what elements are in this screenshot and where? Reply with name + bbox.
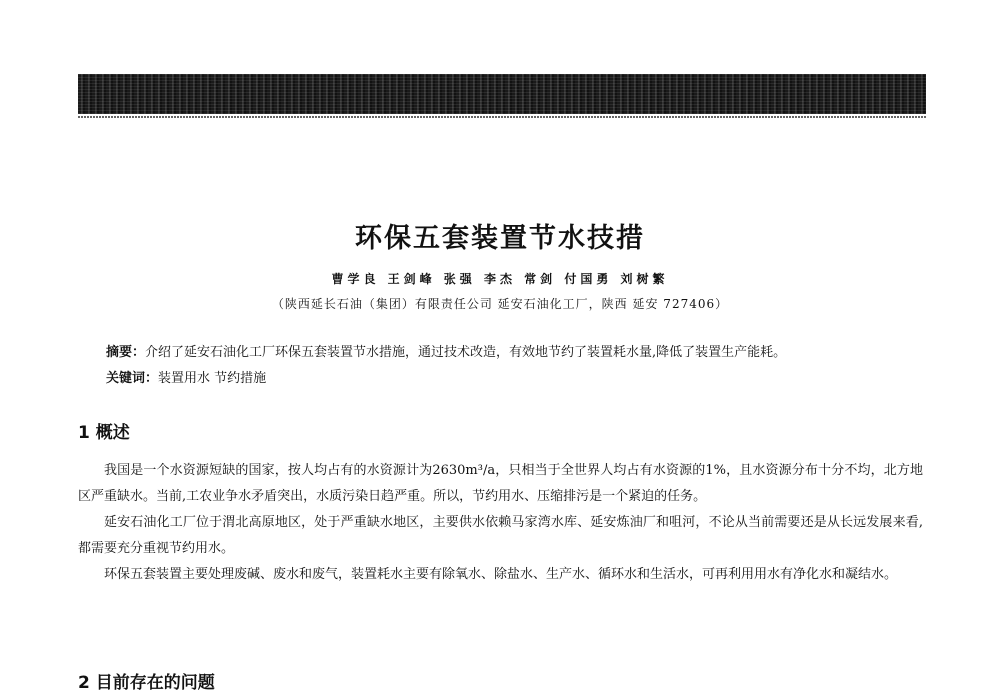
abstract-line xyxy=(106,340,936,366)
keywords-line xyxy=(106,366,936,392)
author-list: 曹学良 王剑峰 张强 李杰 常剑 付国勇 刘树繁 xyxy=(331,272,669,286)
paragraph: 延安石油化工厂位于渭北高原地区，处于严重缺水地区，主要供水依赖马家湾水库、延安炼油厂和咀河，不论从当前需要还是从长远发展来看,都需要充分重视节约用水。 xyxy=(78,515,923,556)
paper-title: 环保五套装置节水技措 xyxy=(355,223,645,254)
affiliation: （陕西延长石油（集团）有限责任公司 延安石油化工厂，陕西 延安 727406） xyxy=(271,297,729,311)
keywords-label: 关键词： xyxy=(106,371,159,386)
section-body-overview xyxy=(78,458,923,588)
abstract-block xyxy=(106,340,936,392)
abstract-label: 摘要： xyxy=(106,345,146,360)
section-heading-overview: 1 概述 xyxy=(78,423,130,443)
paragraph: 我国是一个水资源短缺的国家，按人均占有的水资源计为2630m³/a，只相当于全世界人均占有水资源的1%，且水资源分布十分不均，北方地区严重缺水。当前,工农业争水矛盾突出，水质污染日趋严重。所以，节约用水、压缩排污是一个紧迫的任务。 xyxy=(78,463,923,504)
header-rule xyxy=(78,116,926,118)
journal-header-band xyxy=(78,74,926,114)
abstract-text: 介绍了延安石油化工厂环保五套装置节水措施，通过技术改造，有效地节约了装置耗水量,降低了装置生产能耗。 xyxy=(145,345,787,360)
paragraph: 环保五套装置主要处理废碱、废水和废气，装置耗水主要有除氧水、除盐水、生产水、循环水和生活水，可再利用用水有净化水和凝结水。 xyxy=(104,567,898,582)
keywords-text: 装置用水 节约措施 xyxy=(158,371,267,386)
section-heading-problems: 2 目前存在的问题 xyxy=(78,673,215,693)
